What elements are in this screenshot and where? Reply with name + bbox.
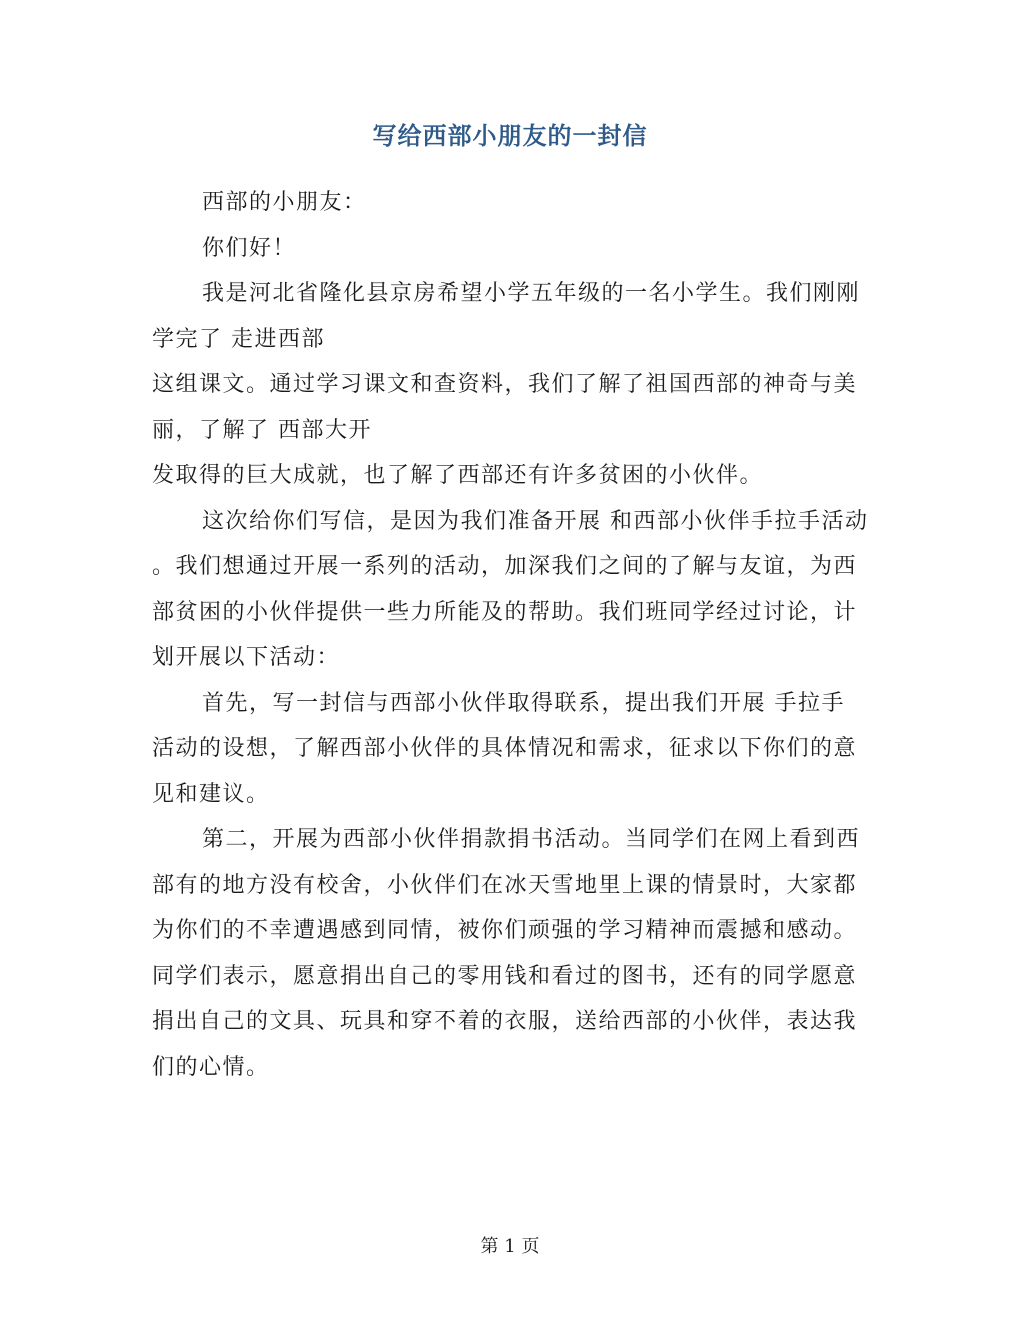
body-line: 见和建议。 <box>152 781 270 807</box>
body-line: 发取得的巨大成就，也了解了西部还有许多贫困的小伙伴。 <box>152 463 764 488</box>
body-line: 我是河北省隆化县京房希望小学五年级的一名小学生。我们刚刚 <box>202 281 861 306</box>
body-line: 部有的地方没有校舍，小伙伴们在冰天雪地里上课的情景时，大家都 <box>152 872 858 898</box>
body-line: 活动的设想，了解西部小伙伴的具体情况和需求，征求以下你们的意 <box>152 736 858 761</box>
body-line: 这组课文。通过学习课文和查资料，我们了解了祖国西部的神奇与美 <box>152 372 858 397</box>
body-line: 捐出自己的文具、玩具和穿不着的衣服，送给西部的小伙伴，表达我 <box>152 1009 858 1034</box>
body-line: 们的心情。 <box>152 1054 270 1080</box>
page-number: 第 1 页 <box>480 1236 540 1257</box>
document-body <box>152 180 872 1090</box>
body-line: 西部的小朋友： <box>202 190 367 215</box>
body-line: 同学们表示，愿意捐出自己的零用钱和看过的图书，还有的同学愿意 <box>152 963 858 989</box>
body-line: 你们好！ <box>202 235 297 261</box>
document-title: 写给西部小朋友的一封信 <box>372 121 648 150</box>
body-line: 部贫困的小伙伴提供一些力所能及的帮助。我们班同学经过讨论，计 <box>152 599 858 625</box>
body-line: 为你们的不幸遭遇感到同情，被你们顽强的学习精神而震撼和感动。 <box>152 918 858 943</box>
body-line: 这次给你们写信，是因为我们准备开展 和西部小伙伴手拉手活动 <box>202 508 869 534</box>
body-line: 。我们想通过开展一系列的活动，加深我们之间的了解与友谊，为西 <box>152 554 858 579</box>
body-line: 划开展以下活动： <box>152 645 341 670</box>
body-line: 丽，了解了 西部大开 <box>152 417 372 443</box>
body-line: 学完了 走进西部 <box>152 326 325 352</box>
body-line: 第二，开展为西部小伙伴捐款捐书活动。当同学们在网上看到西 <box>202 827 861 852</box>
body-line: 首先，写一封信与西部小伙伴取得联系，提出我们开展 手拉手 <box>202 690 845 716</box>
